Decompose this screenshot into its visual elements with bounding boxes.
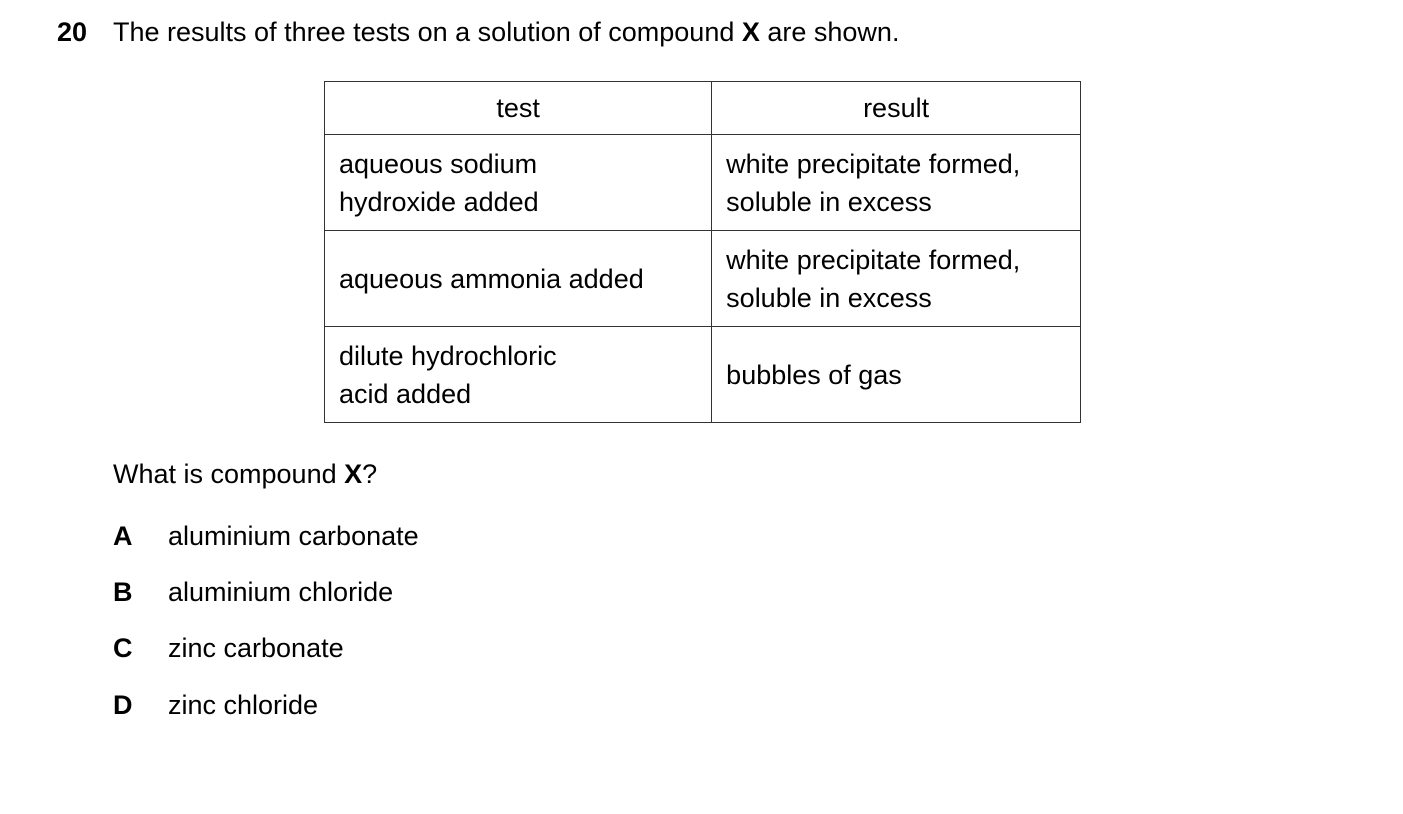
result-cell <box>712 135 1081 231</box>
test-line: aqueous ammonia added <box>339 263 644 294</box>
option-text: zinc carbonate <box>168 633 344 663</box>
table-row <box>325 135 1081 231</box>
result-line: bubbles of gas <box>726 359 902 390</box>
result-line: white precipitate formed, <box>726 244 1021 275</box>
test-line: acid added <box>339 378 472 409</box>
prompt-compound-label: X <box>344 459 363 489</box>
answer-option-d[interactable] <box>113 687 318 723</box>
result-cell <box>712 327 1081 423</box>
result-line: soluble in excess <box>726 186 932 217</box>
table-row <box>325 231 1081 327</box>
option-text: zinc chloride <box>168 690 319 720</box>
test-cell <box>325 327 712 423</box>
option-letter: D <box>113 690 133 720</box>
option-text: aluminium carbonate <box>168 521 419 551</box>
table-header-row <box>325 82 1081 135</box>
answer-option-c[interactable] <box>113 630 344 666</box>
test-cell <box>325 231 712 327</box>
test-line: dilute hydrochloric <box>339 340 557 371</box>
result-line: soluble in excess <box>726 282 932 313</box>
question-number: 20 <box>57 17 88 47</box>
prompt-text-after: ? <box>362 459 378 489</box>
question-stem <box>113 14 899 50</box>
option-letter: B <box>113 577 133 607</box>
table-row <box>325 327 1081 423</box>
result-cell <box>712 231 1081 327</box>
header-result: result <box>712 82 1081 135</box>
prompt-text-before: What is compound <box>113 459 345 489</box>
stem-text-after: are shown. <box>759 17 900 47</box>
stem-text-before: The results of three tests on a solution of compound <box>113 17 742 47</box>
results-table <box>324 81 1081 423</box>
answer-option-b[interactable] <box>113 574 393 610</box>
question-prompt <box>113 456 377 492</box>
answer-option-a[interactable] <box>113 518 419 554</box>
result-line: white precipitate formed, <box>726 148 1021 179</box>
option-letter: A <box>113 521 133 551</box>
header-test: test <box>325 82 712 135</box>
option-text: aluminium chloride <box>168 577 394 607</box>
test-line: aqueous sodium <box>339 148 538 179</box>
test-cell <box>325 135 712 231</box>
stem-compound-label: X <box>741 17 760 47</box>
test-line: hydroxide added <box>339 186 539 217</box>
option-letter: C <box>113 633 133 663</box>
